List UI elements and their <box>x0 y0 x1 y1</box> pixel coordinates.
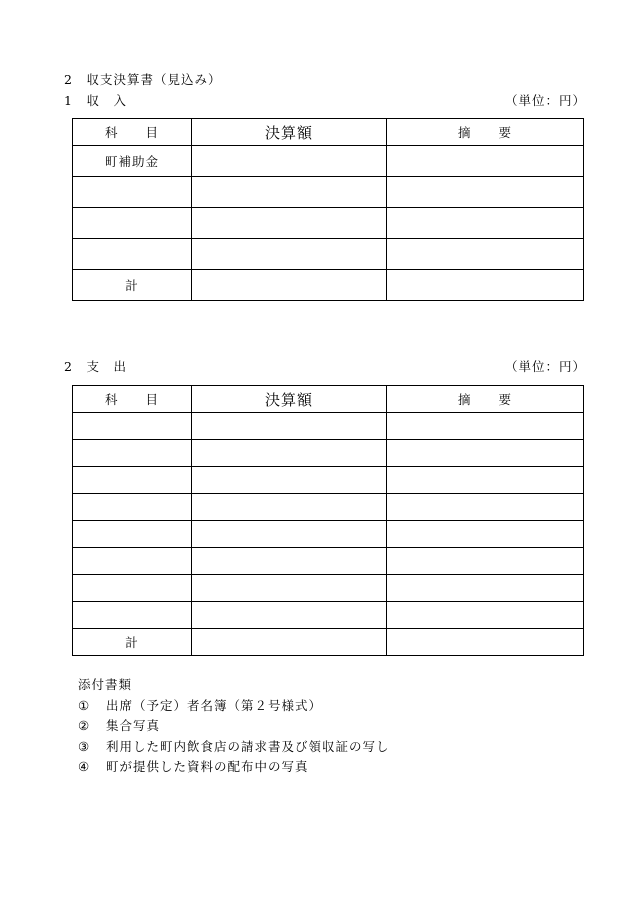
expense-section-title: 2 支 出 <box>64 359 127 374</box>
table-row <box>73 548 584 575</box>
attachments-title: 添付書類 <box>78 677 133 692</box>
expense-cell-amount[interactable] <box>192 494 387 521</box>
attachment-number: ① <box>78 697 91 713</box>
attachments-section <box>78 675 390 778</box>
table-row <box>73 146 584 177</box>
attachment-text: 町が提供した資料の配布中の写真 <box>106 759 309 774</box>
income-header-amount: 決算額 <box>192 119 387 146</box>
expense-header-remarks: 摘 要 <box>387 386 584 413</box>
attachment-number: ④ <box>78 759 91 774</box>
income-cell-remarks[interactable] <box>387 177 584 208</box>
income-cell-amount[interactable] <box>192 208 387 239</box>
expense-cell-subject[interactable] <box>73 521 192 548</box>
income-header-row <box>73 119 584 146</box>
table-row <box>73 602 584 629</box>
table-row <box>73 467 584 494</box>
table-row <box>73 521 584 548</box>
attachment-text: 利用した町内飲食店の請求書及び領収証の写し <box>106 738 390 754</box>
expense-cell-amount[interactable] <box>192 467 387 494</box>
expense-cell-remarks[interactable] <box>387 413 584 440</box>
income-section-title: 1 収 入 <box>64 93 127 108</box>
table-row <box>73 239 584 270</box>
expense-cell-subject[interactable] <box>73 602 192 629</box>
expense-cell-amount[interactable] <box>192 602 387 629</box>
table-row <box>73 413 584 440</box>
table-row <box>73 177 584 208</box>
document-heading: 2 収支決算書（見込み） <box>64 72 222 87</box>
list-item <box>78 696 390 717</box>
table-row <box>73 440 584 467</box>
expense-total-amount[interactable] <box>192 629 387 656</box>
expense-cell-subject[interactable] <box>73 548 192 575</box>
income-cell-subject[interactable] <box>73 177 192 208</box>
income-total-row <box>73 270 584 301</box>
income-unit-label: （単位：円） <box>505 93 587 108</box>
expense-total-label: 計 <box>73 629 192 656</box>
expense-header-amount: 決算額 <box>192 386 387 413</box>
expense-cell-subject[interactable] <box>73 440 192 467</box>
expense-cell-remarks[interactable] <box>387 494 584 521</box>
table-row <box>73 494 584 521</box>
expense-cell-remarks[interactable] <box>387 602 584 629</box>
income-table <box>72 118 584 301</box>
income-cell-subject[interactable] <box>73 239 192 270</box>
income-total-amount[interactable] <box>192 270 387 301</box>
income-cell-subject[interactable] <box>73 208 192 239</box>
expense-header-subject: 科 目 <box>73 386 192 413</box>
income-total-label: 計 <box>73 270 192 301</box>
income-cell-subject[interactable]: 町補助金 <box>73 146 192 177</box>
expense-table <box>72 385 584 656</box>
expense-cell-amount[interactable] <box>192 548 387 575</box>
expense-cell-amount[interactable] <box>192 413 387 440</box>
income-cell-amount[interactable] <box>192 146 387 177</box>
list-item <box>78 716 390 737</box>
income-cell-amount[interactable] <box>192 239 387 270</box>
expense-total-row <box>73 629 584 656</box>
expense-cell-subject[interactable] <box>73 575 192 602</box>
attachment-text: 集合写真 <box>106 718 161 733</box>
income-cell-remarks[interactable] <box>387 208 584 239</box>
expense-cell-remarks[interactable] <box>387 575 584 602</box>
expense-cell-amount[interactable] <box>192 440 387 467</box>
income-total-remarks[interactable] <box>387 270 584 301</box>
expense-cell-subject[interactable] <box>73 494 192 521</box>
expense-cell-subject[interactable] <box>73 467 192 494</box>
expense-cell-remarks[interactable] <box>387 521 584 548</box>
income-cell-amount[interactable] <box>192 177 387 208</box>
expense-cell-amount[interactable] <box>192 575 387 602</box>
attachment-number: ③ <box>78 738 91 754</box>
expense-unit-label: （単位：円） <box>505 359 587 374</box>
expense-cell-remarks[interactable] <box>387 440 584 467</box>
expense-cell-remarks[interactable] <box>387 548 584 575</box>
table-row <box>73 575 584 602</box>
expense-header-row <box>73 386 584 413</box>
attachment-number: ② <box>78 718 91 733</box>
expense-total-remarks[interactable] <box>387 629 584 656</box>
expense-cell-remarks[interactable] <box>387 467 584 494</box>
expense-cell-amount[interactable] <box>192 521 387 548</box>
income-cell-remarks[interactable] <box>387 146 584 177</box>
list-item <box>78 757 390 778</box>
expense-cell-subject[interactable] <box>73 413 192 440</box>
list-item <box>78 737 390 758</box>
income-header-remarks: 摘 要 <box>387 119 584 146</box>
table-row <box>73 208 584 239</box>
attachment-text: 出席（予定）者名簿（第２号様式） <box>106 697 323 713</box>
income-header-subject: 科 目 <box>73 119 192 146</box>
income-cell-remarks[interactable] <box>387 239 584 270</box>
